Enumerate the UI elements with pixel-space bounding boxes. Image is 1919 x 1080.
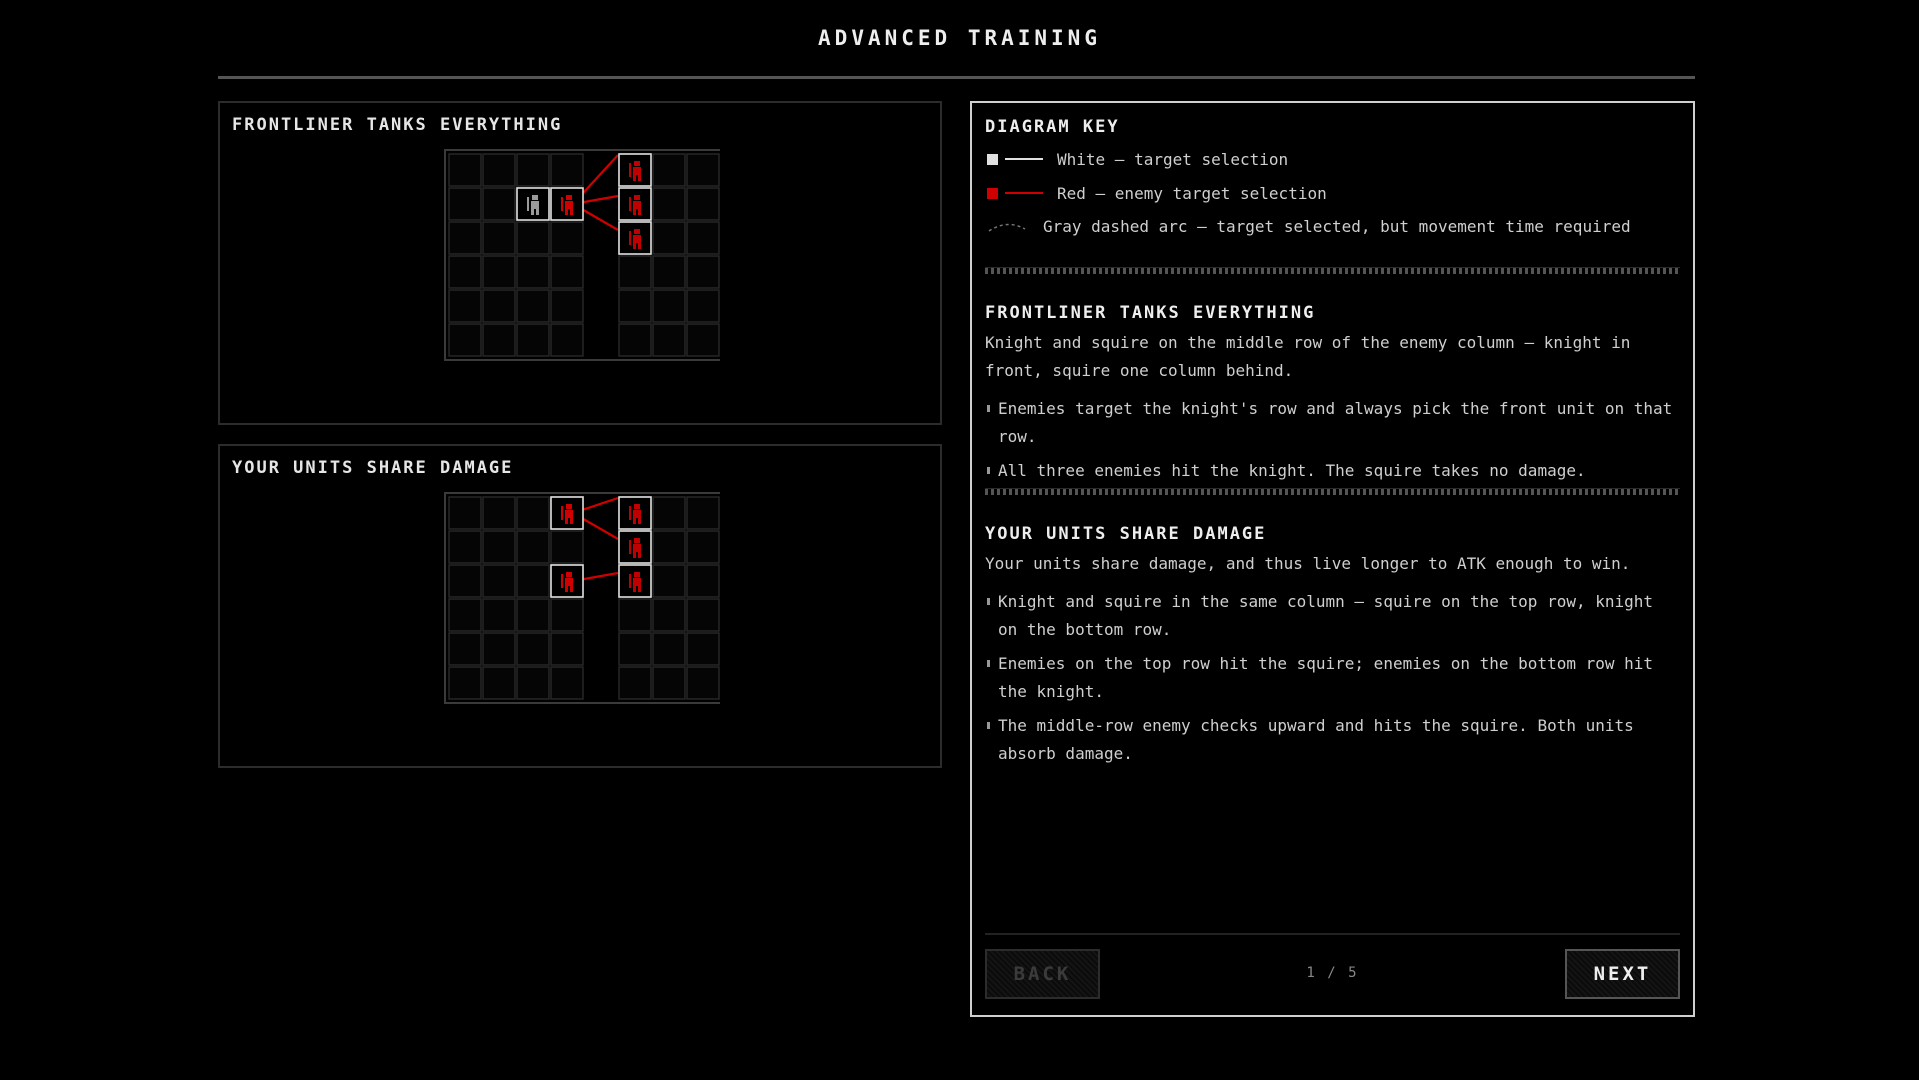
grid-cell bbox=[483, 154, 515, 186]
enemy-unit bbox=[619, 188, 651, 220]
unit-leg bbox=[633, 552, 636, 558]
section-frontliner bbox=[985, 303, 1680, 485]
grid-cell bbox=[687, 222, 719, 254]
scenario-panel-frontliner bbox=[218, 101, 942, 425]
legend-label: Gray dashed arc — target selected, but movement time required bbox=[1043, 216, 1631, 236]
grid-cell bbox=[619, 599, 651, 631]
unit-leg bbox=[633, 518, 636, 524]
grid-cell bbox=[551, 324, 583, 356]
grid-cell bbox=[483, 188, 515, 220]
next-button[interactable]: NEXT bbox=[1565, 949, 1680, 999]
enemy-unit bbox=[619, 565, 651, 597]
grid-cell bbox=[653, 565, 685, 597]
unit-leg bbox=[531, 209, 534, 215]
grid-cell bbox=[687, 599, 719, 631]
grid-cell bbox=[483, 497, 515, 529]
grid-cell bbox=[687, 188, 719, 220]
grid-cell bbox=[449, 497, 481, 529]
unit-leg bbox=[633, 243, 636, 249]
diagram-key-heading: DIAGRAM KEY bbox=[985, 117, 1120, 137]
unit-weapon bbox=[629, 197, 631, 211]
unit-leg bbox=[638, 243, 641, 249]
unit-leg bbox=[638, 586, 641, 592]
unit-body bbox=[565, 578, 573, 586]
grid-cell bbox=[687, 154, 719, 186]
grid-cell bbox=[449, 667, 481, 699]
grid-cell bbox=[619, 256, 651, 288]
section-intro: Your units share damage, and thus live longer to ATK enough to win. bbox=[985, 554, 1631, 573]
page-title: ADVANCED TRAINING bbox=[818, 26, 1101, 50]
unit-weapon bbox=[629, 231, 631, 245]
scenario-title: YOUR UNITS SHARE DAMAGE bbox=[232, 458, 514, 478]
unit-weapon bbox=[561, 197, 563, 211]
unit-head bbox=[634, 195, 640, 200]
white-line-icon bbox=[1005, 158, 1043, 160]
unit-head bbox=[634, 538, 640, 543]
grid-cell bbox=[653, 290, 685, 322]
grid-cell bbox=[483, 324, 515, 356]
grid-cell bbox=[653, 154, 685, 186]
dashed-arc-icon bbox=[987, 219, 1029, 233]
grid-cell bbox=[517, 633, 549, 665]
grid-cell bbox=[653, 497, 685, 529]
unit-body bbox=[565, 510, 573, 518]
grid-cell bbox=[551, 667, 583, 699]
grid-cell bbox=[449, 599, 481, 631]
grid-cell bbox=[653, 667, 685, 699]
grid-cell bbox=[687, 667, 719, 699]
grid-cell bbox=[619, 290, 651, 322]
grid-cell bbox=[551, 599, 583, 631]
section-heading: YOUR UNITS SHARE DAMAGE bbox=[985, 524, 1267, 544]
grid-cell bbox=[483, 222, 515, 254]
unit-head bbox=[634, 161, 640, 166]
grid-cell bbox=[619, 667, 651, 699]
unit-body bbox=[633, 235, 641, 243]
grid-cell bbox=[653, 599, 685, 631]
grid-cell bbox=[687, 531, 719, 563]
grid-cell bbox=[517, 531, 549, 563]
unit-head bbox=[566, 195, 572, 200]
grid-cell bbox=[687, 497, 719, 529]
enemy-unit bbox=[619, 497, 651, 529]
unit-leg bbox=[536, 209, 539, 215]
unit-weapon bbox=[629, 540, 631, 554]
unit-head bbox=[634, 504, 640, 509]
grid-cell bbox=[687, 290, 719, 322]
diagram-key-panel bbox=[970, 101, 1695, 1017]
grid-cell bbox=[653, 633, 685, 665]
knight-unit bbox=[551, 188, 583, 220]
section-share-damage bbox=[985, 524, 1680, 768]
grid-cell bbox=[483, 633, 515, 665]
grid-cell bbox=[653, 531, 685, 563]
footer-divider bbox=[985, 933, 1680, 935]
unit-head bbox=[532, 195, 538, 200]
knight-unit bbox=[551, 565, 583, 597]
unit-head bbox=[634, 572, 640, 577]
grid-cell bbox=[449, 565, 481, 597]
grid-cell bbox=[483, 667, 515, 699]
grid-cell bbox=[449, 154, 481, 186]
unit-body bbox=[633, 578, 641, 586]
grid-cell bbox=[551, 290, 583, 322]
grid-cell bbox=[449, 633, 481, 665]
grid-cell bbox=[619, 633, 651, 665]
unit-head bbox=[566, 572, 572, 577]
grid-cell bbox=[551, 154, 583, 186]
unit-leg bbox=[570, 518, 573, 524]
grid-cell bbox=[517, 222, 549, 254]
grid-cell bbox=[483, 256, 515, 288]
grid-cell bbox=[517, 565, 549, 597]
grid-cell bbox=[551, 531, 583, 563]
grid-cell bbox=[517, 497, 549, 529]
unit-leg bbox=[633, 586, 636, 592]
red-line-icon bbox=[1005, 192, 1043, 194]
grid-cell bbox=[449, 324, 481, 356]
unit-leg bbox=[565, 518, 568, 524]
grid-cell bbox=[653, 222, 685, 254]
grid-cell bbox=[483, 599, 515, 631]
grid-cell bbox=[483, 565, 515, 597]
white-square-icon bbox=[987, 154, 998, 165]
unit-leg bbox=[633, 209, 636, 215]
grid-cell bbox=[551, 222, 583, 254]
unit-weapon bbox=[629, 574, 631, 588]
grid-cell bbox=[483, 531, 515, 563]
grid-cell bbox=[449, 222, 481, 254]
legend-gray-arc bbox=[987, 216, 1631, 236]
unit-leg bbox=[565, 586, 568, 592]
scenario-title: FRONTLINER TANKS EVERYTHING bbox=[232, 115, 563, 135]
unit-body bbox=[633, 510, 641, 518]
section-divider bbox=[985, 267, 1680, 274]
enemy-unit bbox=[619, 154, 651, 186]
grid-cell bbox=[687, 324, 719, 356]
unit-body bbox=[633, 201, 641, 209]
unit-leg bbox=[638, 518, 641, 524]
battle-grid bbox=[444, 492, 720, 752]
scenario-panel-share-damage bbox=[218, 444, 942, 768]
squire-unit bbox=[517, 188, 549, 220]
unit-body bbox=[633, 167, 641, 175]
section-intro: Knight and squire on the middle row of the enemy column — knight in front, squire one column behind. bbox=[985, 333, 1631, 380]
unit-body bbox=[565, 201, 573, 209]
title-divider bbox=[218, 76, 1695, 79]
unit-weapon bbox=[561, 506, 563, 520]
enemy-unit bbox=[619, 222, 651, 254]
bullet-item: All three enemies hit the knight. The squire takes no damage. bbox=[985, 457, 1680, 485]
legend-white bbox=[987, 149, 1288, 169]
back-button[interactable]: BACK bbox=[985, 949, 1100, 999]
grid-cell bbox=[517, 599, 549, 631]
bullet-item: Enemies on the top row hit the squire; enemies on the bottom row hit the knight. bbox=[985, 650, 1680, 706]
unit-leg bbox=[633, 175, 636, 181]
grid-cell bbox=[687, 633, 719, 665]
unit-head bbox=[566, 504, 572, 509]
grid-cell bbox=[687, 565, 719, 597]
unit-leg bbox=[638, 175, 641, 181]
bullet-item: Enemies target the knight's row and always pick the front unit on that row. bbox=[985, 395, 1680, 451]
legend-label: Red — enemy target selection bbox=[1057, 183, 1327, 203]
unit-leg bbox=[638, 209, 641, 215]
unit-body bbox=[531, 201, 539, 209]
unit-weapon bbox=[561, 574, 563, 588]
grid-cell bbox=[483, 290, 515, 322]
grid-cell bbox=[551, 256, 583, 288]
bullet-item: Knight and squire in the same column — squire on the top row, knight on the bottom row. bbox=[985, 588, 1680, 644]
enemy-unit bbox=[619, 531, 651, 563]
bullet-item: The middle-row enemy checks upward and hits the squire. Both units absorb damage. bbox=[985, 712, 1680, 768]
grid-cell bbox=[551, 633, 583, 665]
section-divider bbox=[985, 488, 1680, 495]
grid-cell bbox=[517, 256, 549, 288]
legend-label: White — target selection bbox=[1057, 149, 1289, 169]
unit-leg bbox=[570, 209, 573, 215]
grid-cell bbox=[687, 256, 719, 288]
grid-cell bbox=[517, 290, 549, 322]
grid-cell bbox=[517, 324, 549, 356]
grid-cell bbox=[449, 188, 481, 220]
unit-body bbox=[633, 544, 641, 552]
grid-cell bbox=[653, 188, 685, 220]
unit-weapon bbox=[629, 506, 631, 520]
legend-red bbox=[987, 183, 1327, 203]
red-square-icon bbox=[987, 188, 998, 199]
grid-cell bbox=[449, 256, 481, 288]
grid-cell bbox=[653, 256, 685, 288]
grid-cell bbox=[619, 324, 651, 356]
grid-cell bbox=[449, 290, 481, 322]
unit-leg bbox=[565, 209, 568, 215]
unit-head bbox=[634, 229, 640, 234]
grid-cell bbox=[517, 667, 549, 699]
unit-leg bbox=[638, 552, 641, 558]
grid-cell bbox=[517, 154, 549, 186]
page-indicator: 1 / 5 bbox=[1306, 965, 1359, 981]
unit-weapon bbox=[629, 163, 631, 177]
unit-weapon bbox=[527, 197, 529, 211]
unit-leg bbox=[570, 586, 573, 592]
grid-cell bbox=[449, 531, 481, 563]
section-heading: FRONTLINER TANKS EVERYTHING bbox=[985, 303, 1316, 323]
grid-cell bbox=[653, 324, 685, 356]
battle-grid bbox=[444, 149, 720, 409]
squire-unit bbox=[551, 497, 583, 529]
